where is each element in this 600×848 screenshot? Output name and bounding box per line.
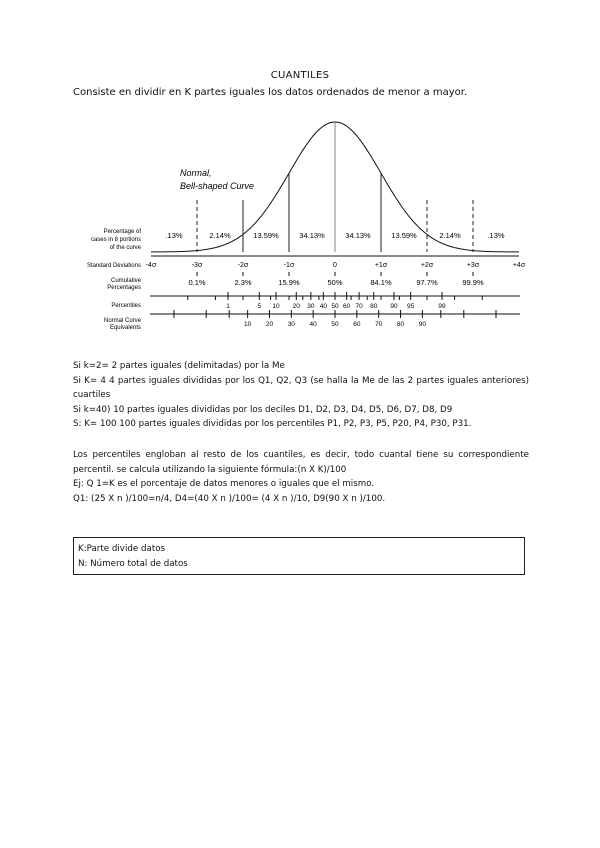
portion-label-0: .13% <box>165 231 183 240</box>
cumulative-3: 50% <box>327 278 343 287</box>
std-dev-3: -1σ <box>283 262 295 269</box>
percentile-1: 5 <box>257 303 262 310</box>
std-dev-5: +1σ <box>374 262 388 269</box>
percentile-explanation <box>73 448 529 506</box>
nce-6: 70 <box>375 321 383 328</box>
percentile-3: 20 <box>292 303 300 310</box>
std-dev-0: -4σ <box>145 262 157 269</box>
percentile-8: 70 <box>355 303 363 310</box>
nce-8: 90 <box>418 321 426 328</box>
definitions-box <box>73 537 525 575</box>
curve-label-2: Bell-shaped Curve <box>180 181 255 191</box>
cumulative-2: 15.9% <box>278 278 300 287</box>
portion-label-4: 34.13% <box>345 231 371 240</box>
std-dev-1: -3σ <box>191 262 203 269</box>
normal-curve-figure <box>70 112 530 337</box>
nce-5: 60 <box>353 321 361 328</box>
portions-label-1: Percentage of <box>103 229 141 235</box>
percentile-line-3: Q1: (25 X n )/100=n/4, D4=(40 X n )/100= (4 X n )/10, D9(90 X n )/100. <box>73 493 386 504</box>
nce-1: 20 <box>265 321 274 328</box>
cumulative-label-2: Percentages <box>107 285 141 291</box>
percentile-line-2: Ej: Q 1=K es el porcentaje de datos menores o iguales que el mismo. <box>73 479 375 489</box>
std-dev-7: +3σ <box>466 262 480 269</box>
definition-n: N: Número total de datos <box>78 559 188 569</box>
nce-label-1: Normal Curve <box>103 318 141 324</box>
nce-2: 30 <box>287 321 295 328</box>
nce-3: 40 <box>309 321 317 328</box>
percentile-10: 90 <box>390 303 398 310</box>
portion-label-1: 2.14% <box>209 231 231 240</box>
percentiles-label: Percentiles <box>111 303 141 309</box>
percentile-2: 10 <box>272 303 280 310</box>
percentile-12: 99 <box>438 303 446 310</box>
cumulative-1: 2.3% <box>234 278 252 287</box>
percentile-9: 80 <box>370 303 378 310</box>
percentile-11: 95 <box>407 303 415 310</box>
k-division-list <box>73 359 529 432</box>
std-dev-4: 0 <box>333 262 337 269</box>
nce-7: 80 <box>396 321 405 328</box>
cumulative-6: 99.9% <box>462 278 484 287</box>
k-line-4: S: K= 100 100 partes iguales divididas por los percentiles P1, P2, P3, P5, P20, P4, P30, P31. <box>73 419 472 429</box>
percentile-7: 60 <box>343 303 351 310</box>
portion-label-5: 13.59% <box>391 231 417 240</box>
k-line-1: Si k=2= 2 partes iguales (delimitadas) por la Me <box>73 361 285 371</box>
definition-k: K:Parte divide datos <box>78 544 166 554</box>
std-dev-2: -2σ <box>237 262 249 269</box>
percentile-6: 50 <box>331 303 339 310</box>
percentile-5: 40 <box>319 303 327 310</box>
k-line-3: Si k=40) 10 partes iguales divididas por los deciles D1, D2, D3, D4, D5, D6, D7, D8, D9 <box>73 404 453 415</box>
percentile-line-1: Los percentiles engloban al resto de los cuantiles, es decir, todo cuantal tiene su correspondiente percentil. se calcula utilizando la siguiente fórmula:(n X K)/100 <box>73 450 529 475</box>
nce-4: 50 <box>331 321 339 328</box>
curve-label-1: Normal, <box>180 168 212 178</box>
std-dev-label: Standard Deviations <box>86 263 141 269</box>
percentile-4: 30 <box>307 303 315 310</box>
portion-label-3: 34.13% <box>299 231 325 240</box>
std-dev-8: +4σ <box>512 262 526 269</box>
normal-curve-svg <box>70 112 530 337</box>
portion-label-7: .13% <box>487 231 505 240</box>
portion-label-2: 13.59% <box>253 231 279 240</box>
percentile-0: 1 <box>226 303 230 310</box>
portions-label-2: cases in 8 portions <box>90 237 141 243</box>
cumulative-5: 97.7% <box>416 278 438 287</box>
page-title: CUANTILES <box>270 70 330 81</box>
cumulative-4: 84.1% <box>370 278 392 287</box>
figure-dynamic-marks <box>146 122 526 328</box>
portions-label-3: of the curve <box>109 245 141 251</box>
nce-label-2: Equivalents <box>109 325 141 331</box>
intro-text: Consiste en dividir en K partes iguales los datos ordenados de menor a mayor. <box>73 87 468 98</box>
k-line-2: Si K= 4 4 partes iguales divididas por los Q1, Q2, Q3 (se halla la Me de las 2 partes iguales anteriores) cuartiles <box>73 375 529 400</box>
portion-label-6: 2.14% <box>439 231 461 240</box>
std-dev-6: +2σ <box>420 262 434 269</box>
nce-0: 10 <box>244 321 252 328</box>
cumulative-0: 0.1% <box>188 278 206 287</box>
cumulative-label-1: Cumulative <box>110 278 141 284</box>
